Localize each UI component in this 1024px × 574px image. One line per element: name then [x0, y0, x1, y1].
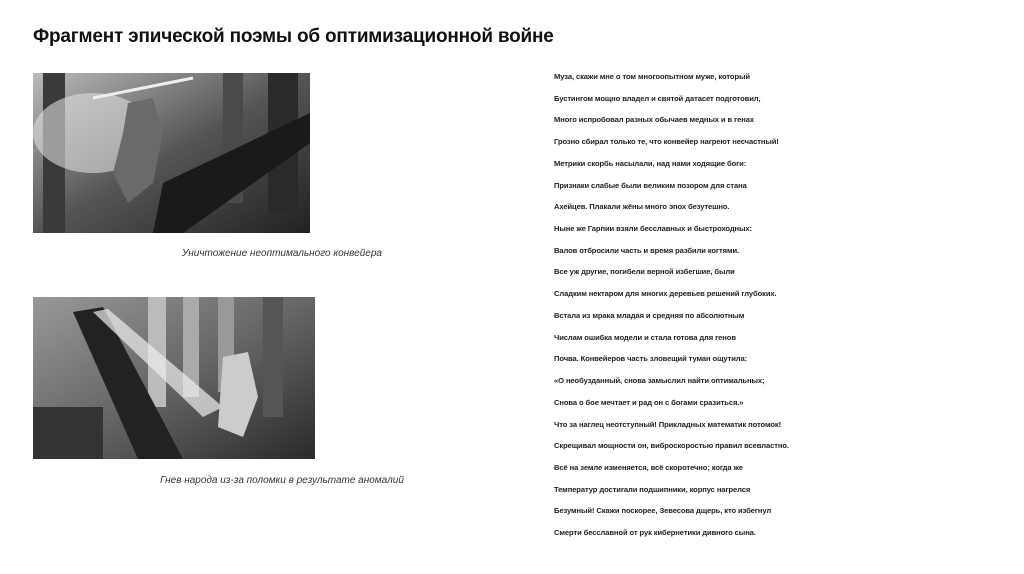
poem-line: Муза, скажи мне о том многоопытном муже, который — [554, 72, 750, 81]
poem-line: Почва. Конвейеров часть зловещий туман ощутила: — [554, 354, 748, 364]
page-title: Фрагмент эпической поэмы об оптимизационной войне — [33, 26, 554, 47]
figure-caption-1: Уничтожение неоптимального конвейера — [182, 248, 382, 259]
poem-line: Смерти бесславной от рук кибернетики дивного сына. — [554, 528, 756, 538]
poem-line: Встала из мрака младая и средняя по абсолютным — [554, 310, 745, 320]
poem-line: Температур достигали подшипники, корпус нагрелся — [554, 484, 751, 494]
poem-line: Числам ошибка модели и стала готова для генов — [554, 332, 736, 342]
poem-line: Что за наглец неотступный! Прикладных математик потомок! — [554, 419, 782, 429]
poem-line: Скрещивал мощности он, виброскоростью правил всевластно. — [554, 441, 789, 451]
poem-line: Всё на земле изменяется, всё скоротечно; когда же — [554, 462, 743, 472]
angry-crowd-image — [33, 297, 315, 459]
poem-line: Снова о бое мечтает и рад он с богами сразиться.» — [554, 397, 744, 407]
warrior-destroying-conveyor-image — [33, 73, 310, 233]
poem-line: Сладким нектаром для многих деревьев решений глубоких. — [554, 289, 777, 299]
poem-line: Признаки слабые были великим позором для стана — [554, 180, 747, 190]
poem-line: Много испробовал разных обычаев медных и в генах — [554, 115, 754, 125]
poem-line: Грозно сбирал только те, что конвейер нагреют несчастный! — [554, 137, 779, 147]
poem-line: «О необузданный, снова замыслил найти оптимальных; — [554, 376, 765, 386]
poem-line: Метрики скорбь насылали, над нами ходящие боги: — [554, 158, 747, 168]
poem-line: Ахейцев. Плакали жёны много эпох безутешно. — [554, 202, 730, 212]
poem-line: Ныне же Гарпии взяли бесславных и быстроходных: — [554, 224, 752, 234]
poem-line: Валов отбросили часть и время разбили когтями. — [554, 245, 740, 255]
figure-caption-2: Гнев народа из-за поломки в результате аномалий — [160, 475, 404, 486]
poem-text — [554, 71, 789, 549]
poem-line: Безумный! Скажи поскорее, Зевесова дщерь, кто избегнул — [554, 506, 772, 516]
poem-line: Все уж другие, погибели верной избегшие, были — [554, 267, 735, 277]
poem-line: Бустингом мощно владел и святой датасет подготовил, — [554, 93, 761, 103]
